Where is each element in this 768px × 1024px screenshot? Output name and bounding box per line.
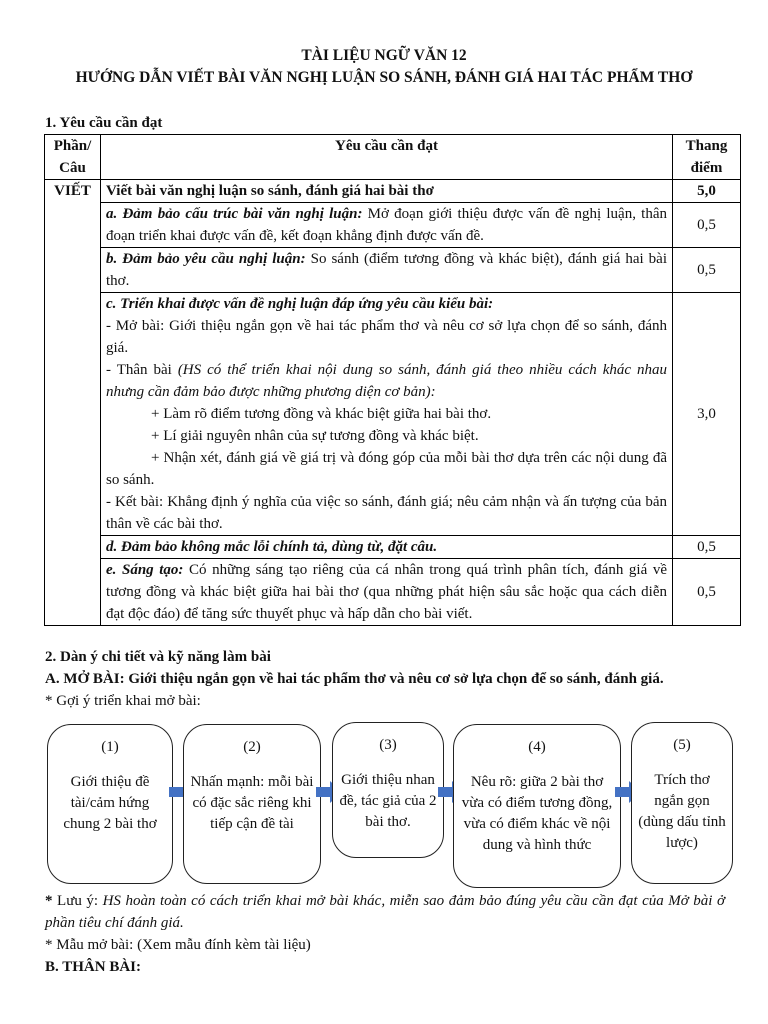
- main-requirement: Viết bài văn nghị luận so sánh, đánh giá hai bài thơ: [101, 180, 673, 203]
- requirements-table: [44, 134, 741, 626]
- mo-bai-heading: A. MỞ BÀI: Giới thiệu ngắn gọn về hai tác phẩm thơ và nêu cơ sở lựa chọn để so sánh, đánh giá.: [45, 671, 664, 687]
- col-score-header: Thang điểm: [673, 135, 741, 180]
- table-row: [45, 559, 741, 626]
- part-label: VIẾT: [45, 180, 101, 626]
- than-bai-heading: B. THÂN BÀI:: [45, 959, 141, 975]
- flow-step-5: (5) Trích thơ ngắn gọn (dùng dấu tỉnh lược): [631, 722, 733, 884]
- score-b: 0,5: [673, 248, 741, 293]
- section2-heading: 2. Dàn ý chi tiết và kỹ năng làm bài: [45, 649, 271, 665]
- req-e: e. Sáng tạo: Có những sáng tạo riêng của cá nhân trong quá trình phân tích, đánh giá về tương đồng và khác biệt giữa hai bài thơ (qua những phát hiện sâu sắc hoặc qua cách diễn đạt độc đáo) để tăng sức thuyết phục và hấp dẫn cho bài viết.: [101, 559, 673, 626]
- req-b: b. Đảm bảo yêu cầu nghị luận: So sánh (điểm tương đồng và khác biệt), đánh giá hai bài thơ.: [101, 248, 673, 293]
- table-row: [45, 293, 741, 536]
- score-c: 3,0: [673, 293, 741, 536]
- note-paragraph: * Lưu ý: HS hoàn toàn có cách triển khai mở bài khác, miễn sao đảm bảo đúng yêu cầu cần đạt của Mở bài ở phần tiêu chí đánh giá.: [45, 893, 726, 931]
- section1-heading: 1. Yêu cầu cần đạt: [45, 115, 163, 131]
- col-part-header: Phần/ Câu: [45, 135, 101, 180]
- doc-subtitle: HƯỚNG DẪN VIẾT BÀI VĂN NGHỊ LUẬN SO SÁNH, ĐÁNH GIÁ HAI TÁC PHẨM THƠ: [75, 69, 693, 86]
- flow-step-4: (4) Nêu rõ: giữa 2 bài thơ vừa có điểm tương đồng, vừa có điểm khác về nội dung và hình thức: [453, 724, 621, 888]
- score-d: 0,5: [673, 536, 741, 559]
- req-d: d. Đảm bảo không mắc lỗi chính tả, dùng từ, đặt câu.: [101, 536, 673, 559]
- score-e: 0,5: [673, 559, 741, 626]
- req-a: a. Đảm bảo cấu trúc bài văn nghị luận: Mở đoạn giới thiệu được vấn đề nghị luận, thân đoạn triển khai được vấn đề, kết đoạn khẳng định được vấn đề.: [101, 203, 673, 248]
- table-row: [45, 248, 741, 293]
- col-req-header: Yêu cầu cần đạt: [101, 135, 673, 180]
- table-row: [45, 203, 741, 248]
- mau-mo-bai: * Mẫu mở bài: (Xem mẫu đính kèm tài liệu): [45, 937, 311, 953]
- opening-flowchart: [45, 720, 745, 888]
- table-header-row: [45, 135, 741, 180]
- req-c: c. Triển khai được vấn đề nghị luận đáp ứng yêu cầu kiểu bài: - Mở bài: Giới thiệu ngắn gọn về hai tác phẩm thơ và nêu cơ sở lựa chọn để so sánh, đánh giá. - Thân bài (HS có thể triển khai nội dung so sánh, đánh giá theo nhiều cách khác nhau nhưng cần đảm bảo được những phương diện cơ bản): + Làm rõ điểm tương đồng và khác biệt giữa hai bài thơ. + Lí giải nguyên nhân của sự tương đồng và khác biệt. + Nhận xét, đánh giá về giá trị và đóng góp của mỗi bài thơ dựa trên các nội dung đã so sánh. - Kết bài: Khẳng định ý nghĩa của việc so sánh, đánh giá; nêu cảm nhận và ấn tượng của bản thân về các bài thơ.: [101, 293, 673, 536]
- doc-title: TÀI LIỆU NGỮ VĂN 12: [301, 47, 467, 64]
- table-row: [45, 536, 741, 559]
- score-a: 0,5: [673, 203, 741, 248]
- goi-y-text: * Gợi ý triển khai mở bài:: [45, 693, 201, 709]
- table-row: [45, 180, 741, 203]
- flow-step-2: (2) Nhấn mạnh: mỗi bài có đặc sắc riêng khi tiếp cận đề tài: [183, 724, 321, 884]
- flow-step-3: (3) Giới thiệu nhan đề, tác giả của 2 bài thơ.: [332, 722, 444, 858]
- main-score: 5,0: [673, 180, 741, 203]
- flow-step-1: (1) Giới thiệu đề tài/cảm hứng chung 2 bài thơ: [47, 724, 173, 884]
